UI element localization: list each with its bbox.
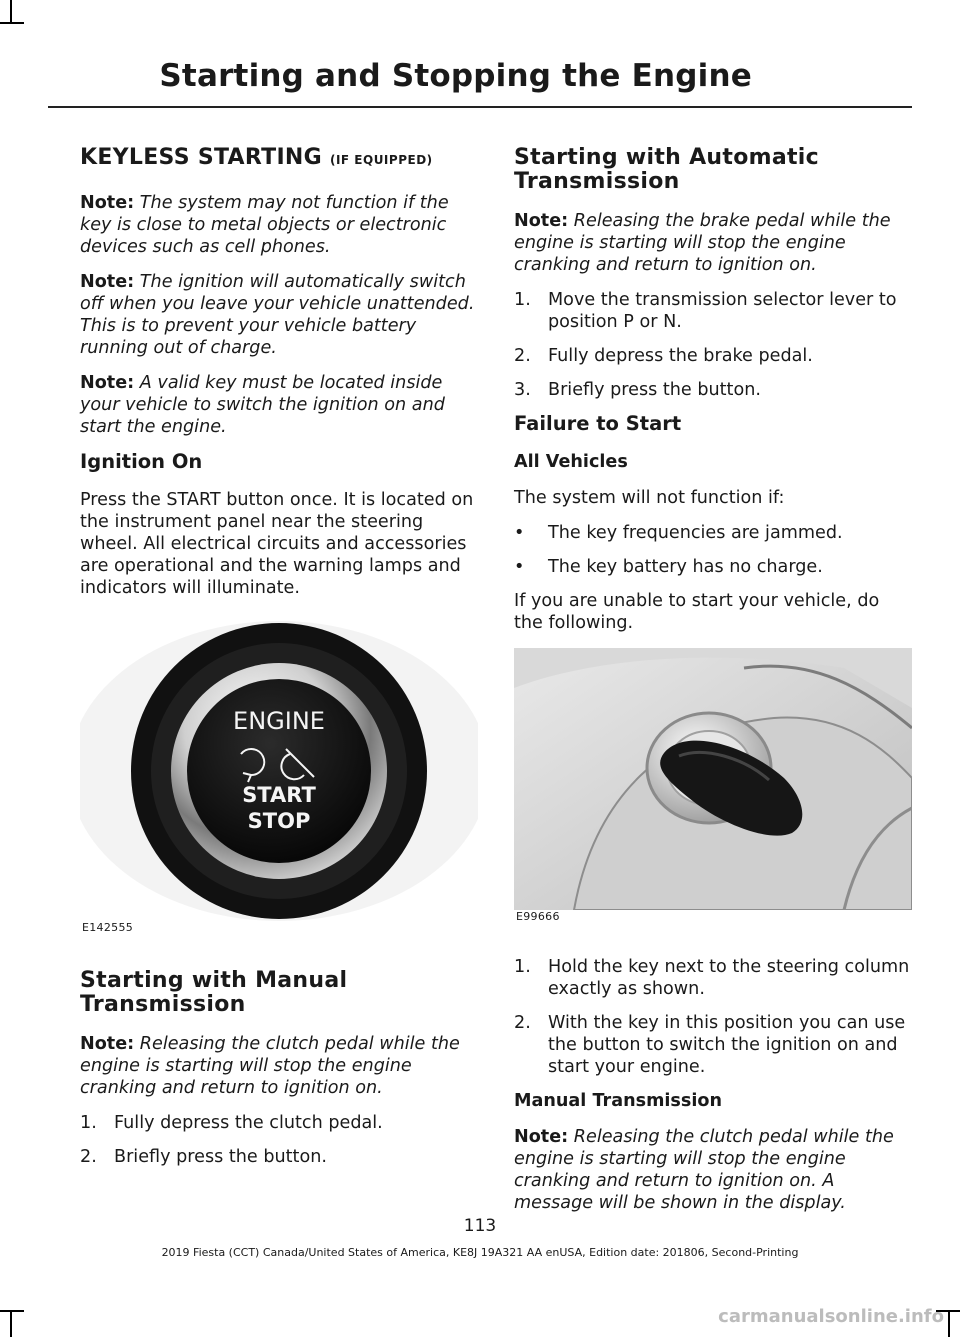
list-item — [514, 522, 912, 544]
list-item — [80, 1146, 478, 1168]
start-stop-button-illustration — [80, 621, 478, 921]
manual-steps-list — [80, 1112, 478, 1168]
all-vehicles-heading: All Vehicles — [514, 452, 628, 472]
bullet-text: The key frequencies are jammed. — [548, 523, 843, 543]
note — [80, 1033, 478, 1099]
step-text: Fully depress the brake pedal. — [548, 346, 813, 366]
not-function-text: The system will not function if: — [514, 488, 785, 508]
manual-transmission-subheading: Manual Transmission — [514, 1091, 723, 1111]
list-item — [514, 556, 912, 578]
step-text: With the key in this position you can use the button to switch the ignition on and start your engine. — [548, 1013, 906, 1077]
page-header — [48, 58, 912, 108]
note-label: Note: — [80, 373, 135, 393]
key-position-figure — [514, 648, 912, 926]
note-label: Note: — [80, 1034, 135, 1054]
note-text: A valid key must be located inside your vehicle to switch the ignition on and start the engine. — [80, 373, 445, 437]
manual-transmission-heading: Starting with Manual Transmission — [80, 968, 348, 1017]
page-footer: 2019 Fiesta (CCT) Canada/United States of America, KE8J 19A321 AA enUSA, Edition date: 201806, Second-Printing — [161, 1246, 799, 1259]
note — [514, 210, 912, 276]
step-text: Hold the key next to the steering column exactly as shown. — [548, 957, 910, 999]
page-number: 113 — [463, 1216, 497, 1236]
note — [80, 372, 478, 438]
list-item — [514, 1012, 912, 1078]
note — [80, 271, 478, 359]
crop-mark — [10, 0, 12, 24]
step-number: 2. — [514, 1013, 531, 1033]
key-at-steering-column-illustration — [514, 648, 912, 910]
key-steps-list — [514, 956, 912, 1078]
crop-mark — [0, 22, 24, 24]
watermark: carmanualsonline.info — [718, 1306, 944, 1327]
note-text: Releasing the clutch pedal while the engine is starting will stop the engine cranking and return to ignition on. — [80, 1034, 460, 1098]
bullet-text: The key battery has no charge. — [548, 557, 823, 577]
list-item — [514, 956, 912, 1000]
note — [80, 192, 478, 258]
step-number: 1. — [514, 290, 531, 310]
step-text: Briefly press the button. — [548, 380, 761, 400]
step-number: 1. — [80, 1113, 97, 1133]
stop-label: STOP — [247, 809, 311, 833]
section-title-suffix: (IF EQUIPPED) — [329, 153, 433, 167]
bullet-mark: • — [514, 523, 525, 543]
note-text: Releasing the brake pedal while the engine is starting will stop the engine cranking and return to ignition on. — [514, 211, 891, 275]
step-text: Fully depress the clutch pedal. — [114, 1113, 383, 1133]
list-item — [514, 379, 912, 401]
right-column — [514, 146, 912, 1227]
note-text: The ignition will automatically switch off when you leave your vehicle unattended. This is to prevent your vehicle battery running out of charge. — [80, 272, 475, 358]
list-item — [514, 345, 912, 367]
step-number: 3. — [514, 380, 531, 400]
step-text: Move the transmission selector lever to position P or N. — [548, 290, 897, 332]
section-title-text: KEYLESS STARTING — [80, 145, 322, 170]
figure-code: E142555 — [82, 921, 134, 934]
bullet-list — [514, 522, 912, 578]
step-number: 2. — [80, 1147, 97, 1167]
automatic-transmission-heading: Starting with Automatic Transmission — [514, 145, 819, 194]
note — [514, 1126, 912, 1214]
page-title: Starting and Stopping the Engine — [159, 58, 752, 94]
step-number: 2. — [514, 346, 531, 366]
crop-mark — [10, 1310, 12, 1337]
ignition-on-text: Press the START button once. It is located on the instrument panel near the steering wheel. All electrical circuits and accessories are operational and the warning lamps and indicators will illuminate. — [80, 490, 474, 598]
bullet-mark: • — [514, 557, 525, 577]
crop-mark — [0, 1310, 24, 1312]
automatic-steps-list — [514, 289, 912, 401]
note-label: Note: — [514, 1127, 569, 1147]
step-text: Briefly press the button. — [114, 1147, 327, 1167]
failure-to-start-heading: Failure to Start — [514, 412, 682, 435]
start-label: START — [242, 783, 316, 807]
list-item — [514, 289, 912, 333]
note-label: Note: — [80, 272, 135, 292]
step-number: 1. — [514, 957, 531, 977]
ignition-on-heading: Ignition On — [80, 450, 203, 473]
crop-mark — [948, 1310, 950, 1337]
note-label: Note: — [514, 211, 569, 231]
figure-code: E99666 — [516, 910, 560, 923]
unable-to-start-text: If you are unable to start your vehicle, do the following. — [514, 591, 880, 633]
note-label: Note: — [80, 193, 135, 213]
engine-label: ENGINE — [233, 707, 325, 735]
left-column — [80, 146, 478, 1180]
note-text: Releasing the clutch pedal while the engine is starting will stop the engine cranking and return to ignition on. A message will be shown in the display. — [514, 1127, 894, 1213]
section-title — [80, 146, 478, 172]
start-stop-button-figure — [80, 621, 478, 937]
list-item — [80, 1112, 478, 1134]
note-text: The system may not function if the key is close to metal objects or electronic devices such as cell phones. — [80, 193, 449, 257]
